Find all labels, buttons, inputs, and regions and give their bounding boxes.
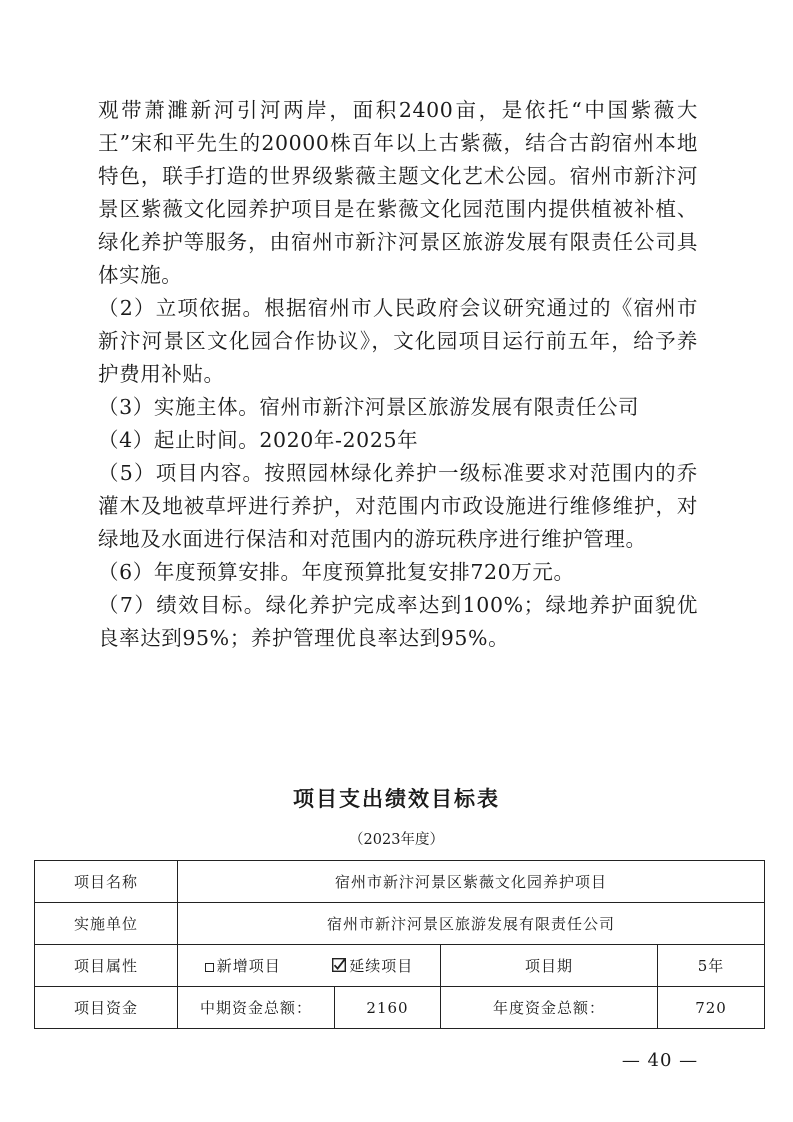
paragraph-duration: （4）起止时间。2020年-2025年 xyxy=(98,428,419,452)
continuing-project-label: 延续项目 xyxy=(349,957,414,975)
new-project-checkbox-icon xyxy=(205,963,214,972)
page-number: — 40 — xyxy=(621,1050,699,1071)
implementing-unit-label: 实施单位 xyxy=(35,903,178,945)
paragraph-annual-budget: （6）年度预算安排。年度预算批复安排720万元。 xyxy=(98,560,575,584)
project-attribute-options xyxy=(178,945,441,987)
mid-term-total-value: 2160 xyxy=(335,987,441,1029)
project-name-value: 宿州市新汴河景区紫薇文化园养护项目 xyxy=(178,861,765,903)
table-row xyxy=(35,861,765,903)
paragraph-project-basis: （2）立项依据。根据宿州市人民政府会议研究通过的《宿州市新汴河景区文化园合作协议》，文化园项目运行前五年，给予养护费用补贴。 xyxy=(98,296,698,386)
annual-total-value: 720 xyxy=(658,987,765,1029)
table-row xyxy=(35,987,765,1029)
project-attribute-label: 项目属性 xyxy=(35,945,178,987)
paragraph-implementer: （3）实施主体。宿州市新汴河景区旅游发展有限责任公司 xyxy=(98,395,640,419)
mid-term-total-label: 中期资金总额： xyxy=(178,987,335,1029)
project-period-value: 5年 xyxy=(658,945,765,987)
table-row xyxy=(35,903,765,945)
paragraph-park-intro: 观带萧濉新河引河两岸，面积2400亩，是依托“中国紫薇大王”宋和平先生的20000株百年以上古紫薇，结合古韵宿州本地特色，联手打造的世界级紫薇主题文化艺术公园。宿州市新汴河景区紫薇文化园养护项目是在紫薇文化园范围内提供植被补植、绿化养护等服务，由宿州市新汴河景区旅游发展有限责任公司具体实施。 xyxy=(98,98,698,287)
continuing-project-checked-icon xyxy=(332,958,346,972)
implementing-unit-value: 宿州市新汴河景区旅游发展有限责任公司 xyxy=(178,903,765,945)
new-project-label: 新增项目 xyxy=(216,957,281,975)
table-year: （2023年度） xyxy=(349,832,444,848)
body-text xyxy=(98,94,698,655)
annual-total-label: 年度资金总额： xyxy=(441,987,658,1029)
performance-goal-table xyxy=(34,860,765,1029)
paragraph-performance-goal: （7）绩效目标。绿化养护完成率达到100%；绿地养护面貌优良率达到95%；养护管理优良率达到95%。 xyxy=(98,593,698,650)
table-row xyxy=(35,945,765,987)
new-project-option xyxy=(205,957,287,975)
continuing-project-option xyxy=(332,957,413,975)
project-name-label: 项目名称 xyxy=(35,861,178,903)
paragraph-project-content: （5）项目内容。按照园林绿化养护一级标准要求对范围内的乔灌木及地被草坪进行养护，对范围内市政设施进行维修维护，对绿地及水面进行保洁和对范围内的游玩秩序进行维护管理。 xyxy=(98,461,698,551)
table-title: 项目支出绩效目标表 xyxy=(293,786,500,811)
project-period-label: 项目期 xyxy=(441,945,658,987)
project-fund-label: 项目资金 xyxy=(35,987,178,1029)
